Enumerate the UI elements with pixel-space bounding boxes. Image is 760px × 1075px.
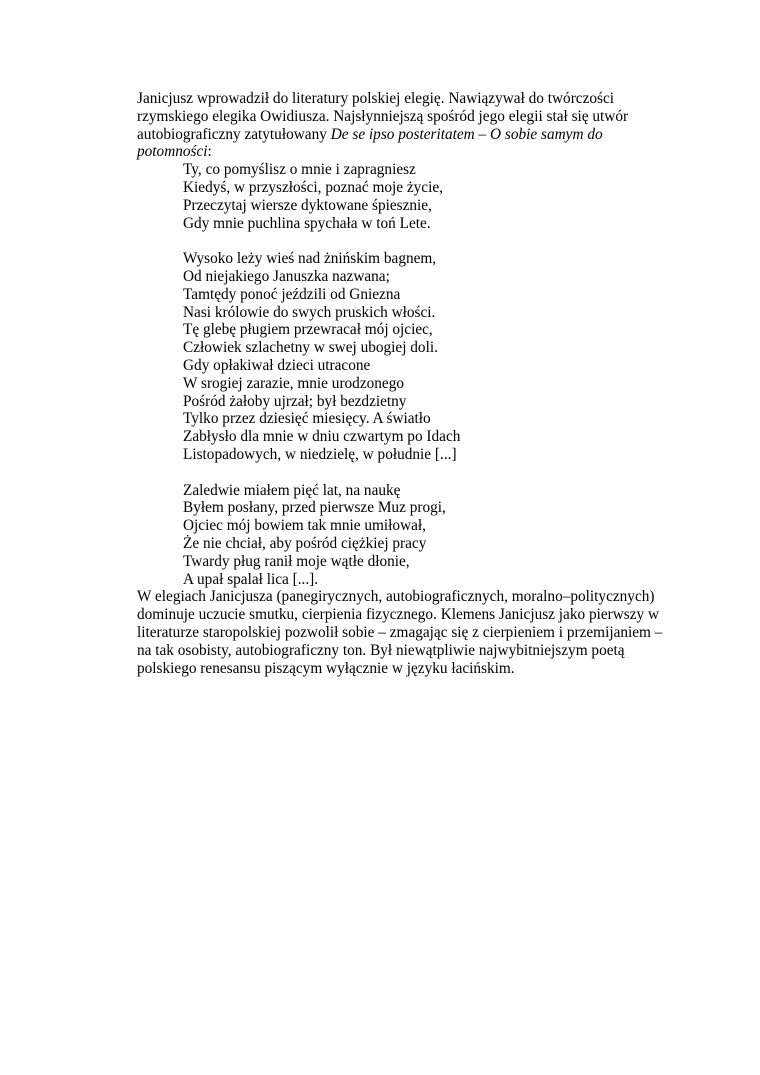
document-body [137,90,677,677]
poem-line: Człowiek szlachetny w swej ubogiej doli. [183,339,438,357]
poem-stanza-3 [183,482,677,589]
poem-line: Ojciec mój bowiem tak mnie umiłował, [183,517,426,535]
poem-stanza-1 [183,161,677,232]
poem-line: Zabłysło dla mnie w dniu czwartym po Idach [183,428,461,446]
intro-colon: : [207,143,212,161]
poem-line: Gdy opłakiwał dzieci utracone [183,356,371,374]
poem-line: Przeczytaj wiersze dyktowane śpiesznie, [183,196,432,214]
poem-line: Od niejakiego Januszka nazwana; [183,267,390,285]
intro-paragraph [137,90,677,161]
poem-line: Gdy mnie puchlina spychała w toń Lete. [183,214,431,232]
poem-line: Nasi królowie do swych pruskich włości. [183,303,436,321]
poem-stanza-2 [183,250,677,464]
poem-line: Tylko przez dziesięć miesięcy. A światło [183,410,431,428]
poem-line: Twardy pług ranił moje wątłe dłonie, [183,552,410,570]
poem-line: Kiedyś, w przyszłości, poznać moje życie, [183,178,443,196]
poem-line: Zaledwie miałem pięć lat, na naukę [183,481,401,499]
poem-line: Tamtędy ponoć jeździli od Gniezna [183,285,401,303]
intro-text: Janicjusz wprowadził do literatury polskiej elegię. Nawiązywał do twórczości rzymskiego elegika Owidiusza. Najsłynniejszą spośród jego elegii stał się utwór autobiograficzny zatytułowany [137,90,629,143]
poem-title: De se ipso posteritatem – O sobie samym do potomności [137,125,603,161]
poem-line: W srogiej zarazie, mnie urodzonego [183,374,405,392]
poem-quote [137,161,677,588]
poem-line: A upał spalał lica [...]. [183,570,319,588]
poem-line: Pośród żałoby ujrzał; był bezdzietny [183,392,407,410]
outro-paragraph: W elegiach Janicjusza (panegirycznych, autobiograficznych, moralno–politycznych) dominuje uczucie smutku, cierpienia fizycznego. Klemens Janicjusz jako pierwszy w literaturze staropolskiej pozwolił sobie – zmagając się z cierpieniem i przemijaniem – na tak osobisty, autobiograficzny ton. Był niewątpliwie najwybitniejszym poetą polskiego renesansu piszącym wyłącznie w języku łacińskim. [137,588,663,677]
poem-line: Listopadowych, w niedzielę, w południe [...] [183,445,457,463]
poem-line: Tę glebę pługiem przewracał mój ojciec, [183,321,433,339]
poem-line: Byłem posłany, przed pierwsze Muz progi, [183,499,446,517]
poem-line: Że nie chciał, aby pośród ciężkiej pracy [183,534,427,552]
poem-line: Wysoko leży wieś nad żnińskim bagnem, [183,250,437,268]
poem-line: Ty, co pomyślisz o mnie i zapragniesz [183,161,416,179]
